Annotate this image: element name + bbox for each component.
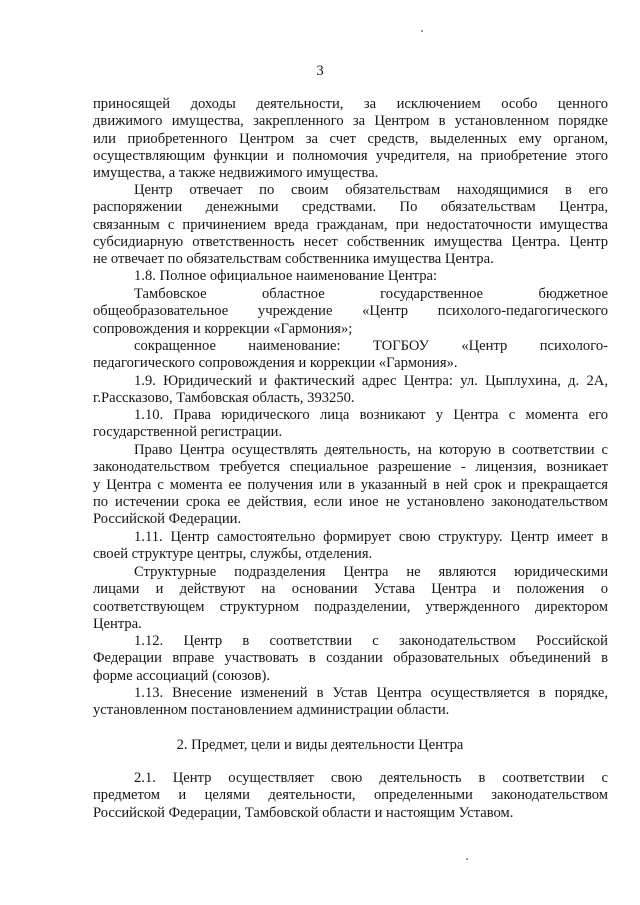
text-line: лицами и действуют на основании Устава Центра и положения о <box>93 581 608 598</box>
text-line: г.Рассказово, Тамбовская область, 393250. <box>93 390 355 407</box>
paragraph <box>93 685 608 720</box>
text-line: Тамбовское областное государственное бюджетное <box>134 286 608 302</box>
text-line: осуществляющим функции и полномочия учредителя, на приобретение этого <box>93 147 608 164</box>
paragraph <box>93 407 608 442</box>
text-line: сокращенное наименование: ТОГБОУ «Центр психолого- <box>134 338 608 354</box>
paragraph <box>93 373 608 408</box>
text-line: Центр отвечает по своим обязательствам находящимися в его <box>134 182 608 198</box>
paragraph <box>93 564 608 633</box>
text-line: связанным с причинением вреда гражданам, при недостаточности имущества <box>93 216 608 233</box>
paragraph <box>93 268 608 285</box>
scan-speck <box>421 30 423 32</box>
paragraph <box>93 770 608 822</box>
text-line: 1.13. Внесение изменений в Устав Центра осуществляется в порядке, <box>134 685 608 701</box>
text-line: соответствующем структурном подразделении, утвержденного директором <box>93 598 608 615</box>
paragraph <box>93 633 608 685</box>
text-line: Структурные подразделения Центра не являются юридическими <box>134 564 608 580</box>
paragraph <box>93 286 608 338</box>
text-line: Российской Федерации. <box>93 511 242 528</box>
paragraph <box>93 442 608 528</box>
paragraph <box>93 96 608 182</box>
text-line: распоряжении денежными средствами. По обязательствам Центра, <box>93 199 608 216</box>
text-line: 1.8. Полное официальное наименование Центра: <box>134 268 438 284</box>
scan-speck <box>466 858 468 860</box>
text-line: законодательством требуется специальное разрешение - лицензия, возникает <box>93 459 608 476</box>
page-number: 3 <box>316 63 324 79</box>
paragraph <box>93 338 608 373</box>
text-line: установленном постановлением администрации области. <box>93 702 450 719</box>
text-line: форме ассоциаций (союзов). <box>93 667 271 684</box>
section-heading: 2. Предмет, цели и виды деятельности Центра <box>176 737 464 753</box>
text-line: предметом и целями деятельности, определенными законодательством <box>93 787 608 804</box>
paragraph <box>93 529 608 564</box>
paragraph <box>93 182 608 268</box>
text-line: имущества, а также недвижимого имущества. <box>93 165 379 182</box>
text-line: приносящей доходы деятельности, за исключением особо ценного <box>93 96 608 112</box>
text-line: 1.11. Центр самостоятельно формирует свою структуру. Центр имеет в <box>134 529 608 545</box>
text-line: общеобразовательное учреждение «Центр психолого-педагогического <box>93 303 608 320</box>
text-line: или приобретенного Центром за счет средств, выделенных ему органом, <box>93 130 608 147</box>
text-line: 1.12. Центр в соответствии с законодательством Российской <box>134 633 608 649</box>
text-line: государственной регистрации. <box>93 424 283 441</box>
text-line: субсидиарную ответственность несет собственник имущества Центра. Центр <box>93 233 608 250</box>
text-line: сопровождения и коррекции «Гармония»; <box>93 320 353 337</box>
text-line: у Центра с момента ее получения или в указанный в ней срок и прекращается <box>93 476 608 493</box>
text-line: по истечении срока ее действия, если иное не установлено законодательством <box>93 493 608 510</box>
text-line: Центра. <box>93 615 142 632</box>
text-line: 2.1. Центр осуществляет свою деятельность в соответствии с <box>134 770 608 786</box>
text-line: педагогического сопровождения и коррекции «Гармония». <box>93 355 458 372</box>
text-line: своей структуре центры, службы, отделения. <box>93 546 373 563</box>
text-line: Российской Федерации, Тамбовской области и настоящим Уставом. <box>93 804 514 821</box>
text-line: не отвечает по обязательствам собственника имущества Центра. <box>93 251 494 268</box>
text-line: движимого имущества, закрепленного за Центром в установленном порядке <box>93 113 608 130</box>
text-line: 1.9. Юридический и фактический адрес Центра: ул. Цыплухина, д. 2А, <box>134 373 608 389</box>
text-line: Федерации вправе участвовать в создании образовательных объединений в <box>93 650 608 667</box>
text-line: 1.10. Права юридического лица возникают у Центра с момента его <box>134 407 608 423</box>
text-line: Право Центра осуществлять деятельность, на которую в соответствии с <box>134 442 608 458</box>
